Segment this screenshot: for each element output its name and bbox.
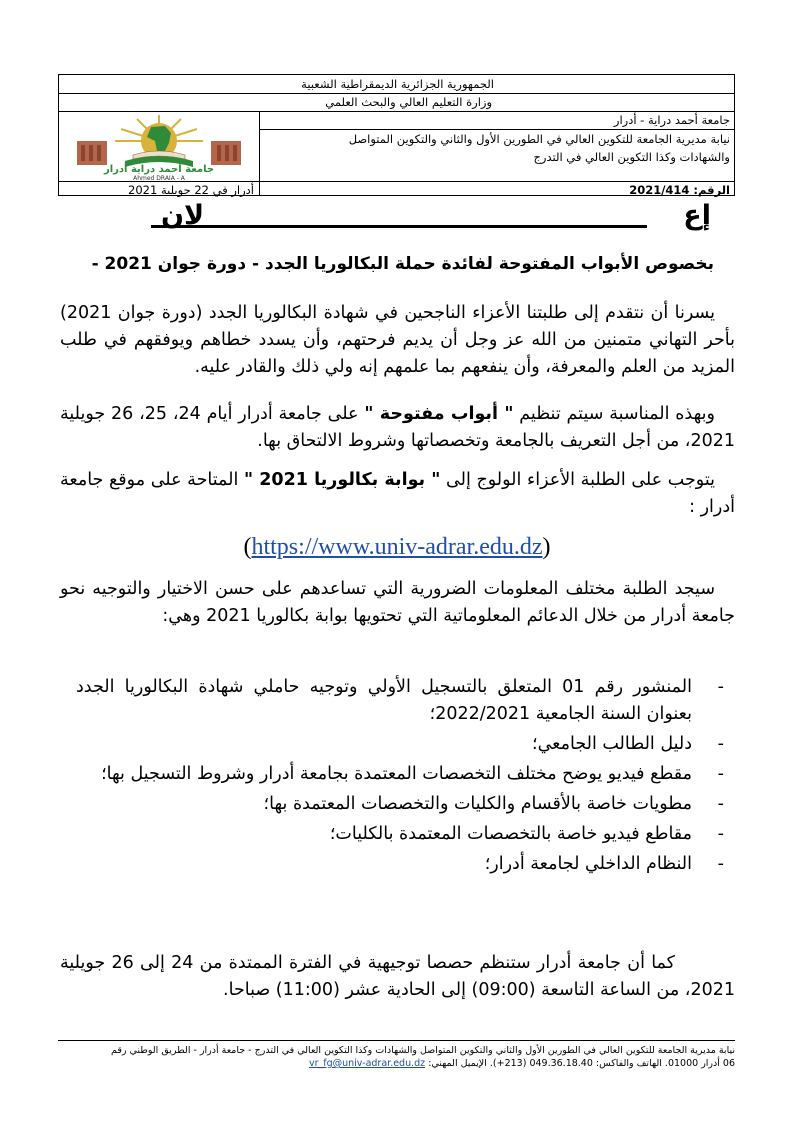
list-item-text: مقاطع فيديو خاصة بالتخصصات المعتمدة بالكليات؛ bbox=[329, 824, 692, 844]
column-divider bbox=[259, 111, 260, 196]
url-open-paren: ( bbox=[243, 534, 252, 560]
list-item bbox=[76, 674, 736, 728]
title-end: لان bbox=[161, 200, 205, 231]
row-divider bbox=[259, 129, 734, 130]
title-start: إع bbox=[683, 200, 711, 231]
bullet-dash: - bbox=[717, 794, 724, 814]
list-item-text: المنشور رقم 01 المتعلق بالتسجيل الأولي وتوجيه حاملي شهادة البكالوريا الجدد بعنوان السنة الجامعية 2022/2021؛ bbox=[76, 677, 692, 724]
directorate-line-2: والشهادات وكذا التكوين العالي في التدرج bbox=[533, 150, 730, 164]
open-days-text-before: وبهذه المناسبة سيتم تنظيم bbox=[513, 404, 715, 424]
website-url-line bbox=[0, 534, 794, 561]
open-days-highlight: " أبواب مفتوحة " bbox=[364, 404, 514, 424]
footer-address-line-2 bbox=[58, 1057, 735, 1070]
announcement-subtitle: بخصوص الأبواب المفتوحة لفائدة حملة البكالوريا الجدد - دورة جوان 2021 - bbox=[91, 254, 714, 274]
university-website-link[interactable]: https://www.univ-adrar.edu.dz bbox=[251, 534, 543, 560]
logo-caption-latin: Ahmed DRAIA - A bbox=[133, 175, 185, 182]
ministry-name: وزارة التعليم العالي والبحث العلمي bbox=[325, 95, 492, 109]
list-item-text: النظام الداخلي لجامعة أدرار؛ bbox=[484, 854, 692, 874]
list-item-text: دليل الطالب الجامعي؛ bbox=[532, 734, 692, 754]
country-name: الجمهورية الجزائرية الديمقراطية الشعبية bbox=[301, 77, 494, 91]
list-item-text: مطويات خاصة بالأقسام والكليات والتخصصات المعتمدة بها؛ bbox=[263, 794, 692, 814]
directorate-line-1: نيابة مديرية الجامعة للتكوين العالي في الطورين الأول والثاني والتكوين المتواصل bbox=[348, 132, 730, 146]
list-item bbox=[76, 791, 736, 818]
bullet-dash: - bbox=[717, 854, 724, 874]
list-item-text: مقطع فيديو يوضح مختلف التخصصات المعتمدة بجامعة أدرار وشروط التسجيل بها؛ bbox=[101, 764, 692, 784]
list-item bbox=[76, 851, 736, 878]
paragraph-portal bbox=[60, 467, 735, 521]
letterhead-table bbox=[58, 74, 735, 196]
footer-email-link[interactable]: vr_fg@univ-adrar.edu.dz bbox=[308, 1058, 426, 1069]
announcement-title bbox=[151, 196, 711, 246]
portal-highlight: " بوابة بكالوريا 2021 " bbox=[243, 470, 441, 490]
logo-caption: جامعة أحمد دراية أدرار bbox=[103, 164, 215, 175]
page-footer bbox=[58, 1044, 735, 1070]
row-divider bbox=[59, 93, 734, 94]
list-item bbox=[76, 761, 736, 788]
paragraph-orientation-sessions: كما أن جامعة أدرار ستنظم حصصا توجيهية في الفترة الممتدة من 24 إلى 26 جويلية 2021، من الساعة التاسعة (09:00) إلى الحادية عشر (11:00) صباحا. bbox=[60, 953, 735, 1000]
bullet-dash: - bbox=[717, 824, 724, 844]
reference-number: الرقم: 2021/414 bbox=[629, 183, 730, 197]
portal-text-before: يتوجب على الطلبة الأعزاء الولوج إلى bbox=[440, 470, 715, 490]
open-days-text-after: على جامعة أدرار أيام 24، 25، 26 جويلية 2021، من أجل التعريف بالجامعة وتخصصاتها وشروط الالتحاق بها. bbox=[60, 404, 735, 451]
portal-text-after: المتاحة على موقع جامعة أدرار : bbox=[60, 470, 735, 517]
url-close-paren: ) bbox=[542, 534, 551, 560]
footer-divider bbox=[58, 1040, 735, 1041]
university-name: جامعة أحمد دراية - أدرار bbox=[613, 113, 730, 127]
paragraph-open-days bbox=[60, 401, 735, 455]
footer-address-line-1: نيابة مديرية الجامعة للتكوين العالي في الطورين الأول والثاني والتكوين المتواصل والشهادات وكذا التكوين العالي في التدرج - جامعة أدرار - الطريق الوطني رقم bbox=[111, 1045, 735, 1056]
title-elongation-line bbox=[151, 225, 647, 228]
footer-contact-text: 06 أدرار 01000. الهاتف والفاكس: 049.36.18.40 (213+). الإيميل المهني: bbox=[428, 1058, 735, 1069]
resources-list bbox=[76, 674, 736, 881]
paragraph-resources: سيجد الطلبة مختلف المعلومات الضرورية التي تساعدهم على حسن الاختيار والتوجيه نحو جامعة أدرار من خلال الدعائم المعلوماتية التي تحتويها بوابة بكالوريا 2021 وهي: bbox=[60, 579, 735, 626]
place-date: أدرار في 22 جويلية 2021 bbox=[128, 183, 254, 197]
list-item bbox=[76, 731, 736, 758]
university-logo bbox=[59, 111, 259, 183]
bullet-dash: - bbox=[717, 764, 724, 784]
bullet-dash: - bbox=[717, 734, 724, 754]
list-item bbox=[76, 821, 736, 848]
paragraph-congratulations: يسرنا أن نتقدم إلى طلبتنا الأعزاء الناجحين في شهادة البكالوريا الجدد (دورة جوان 2021) بأحر التهاني متمنين من الله عز وجل أن يديم فرحتهم، وأن يسدد خطاهم ويوفقهم في طلب المزيد من العلم والمعرفة، وأن ينفعهم بما علمهم إنه ولي ذلك والقادر عليه. bbox=[60, 303, 735, 377]
bullet-dash: - bbox=[717, 677, 724, 697]
